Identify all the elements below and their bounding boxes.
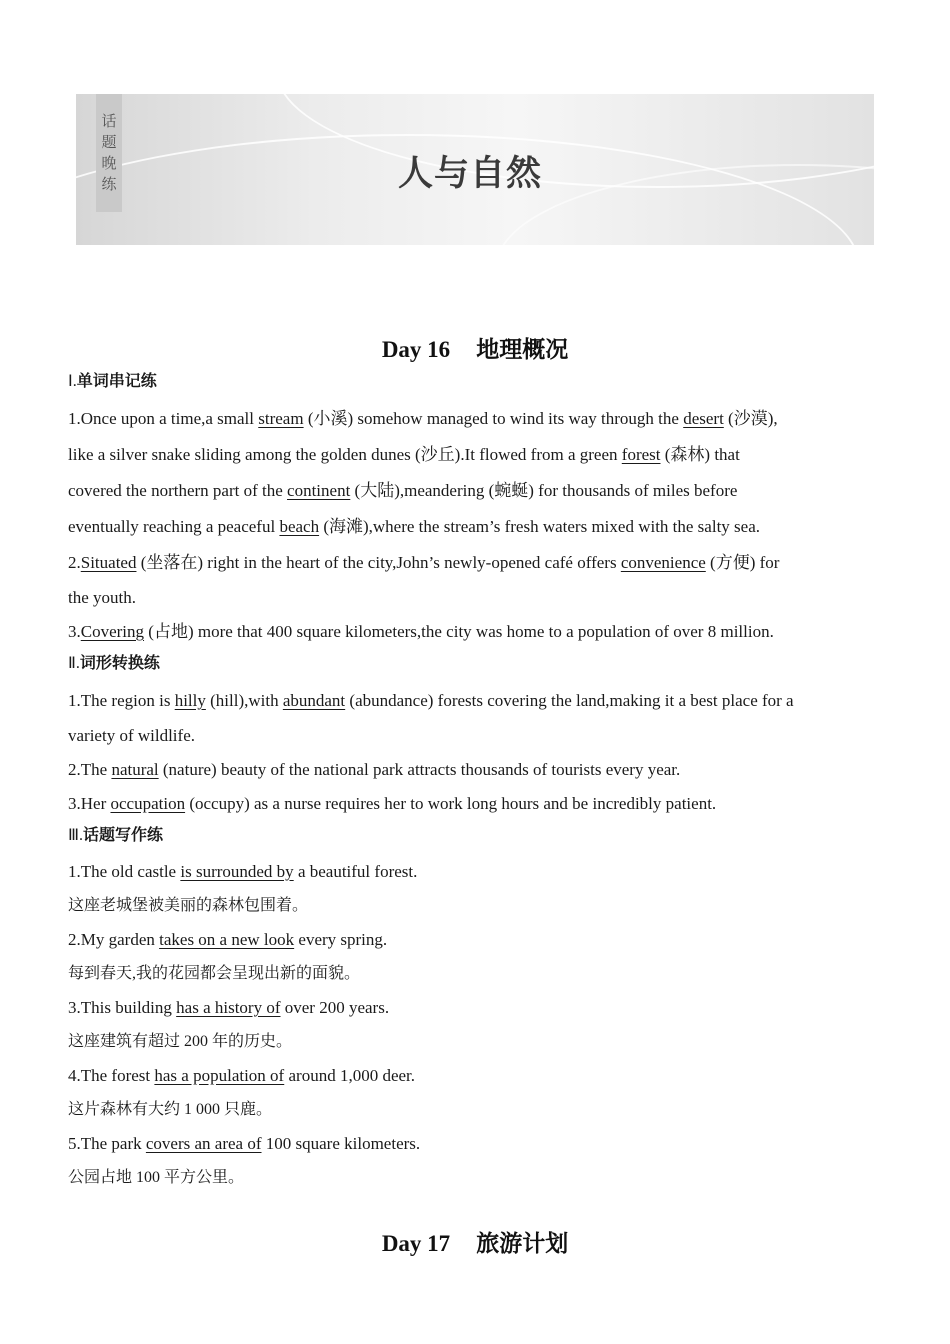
answer-word: Covering xyxy=(80,622,145,641)
section-heading xyxy=(68,821,888,855)
section-number: Ⅲ. xyxy=(68,827,84,844)
answer-word: stream xyxy=(258,409,304,428)
answer-phrase: has a population of xyxy=(154,1066,285,1085)
day-number: Day 16 xyxy=(381,337,451,362)
section-label: 话题写作练 xyxy=(83,825,164,844)
exercise-line: 4.The forest has a population of around 1,000 deer. xyxy=(68,1066,416,1085)
translation-line: 公园占地 100 平方公里。 xyxy=(68,1169,245,1186)
translation-line: 这座建筑有超过 200 年的历史。 xyxy=(68,1033,293,1050)
day-topic: 地理概况 xyxy=(476,337,569,362)
exercise-line: 1.The old castle is surrounded by a beautiful forest. xyxy=(68,862,418,881)
answer-word: hilly xyxy=(174,691,206,710)
topic-banner xyxy=(76,94,874,245)
translation-line: 这片森林有大约 1 000 只鹿。 xyxy=(68,1101,273,1118)
banner-tag-char: 练 xyxy=(101,175,117,193)
day-topic: 旅游计划 xyxy=(476,1231,569,1256)
section-heading xyxy=(68,367,888,401)
banner-title: 人与自然 xyxy=(398,154,543,194)
day-17-heading xyxy=(0,1225,950,1258)
section-label: 单词串记练 xyxy=(76,371,157,390)
exercise-line: covered the northern part of the continent (大陆),meandering (蜿蜒) for thousands of miles before xyxy=(68,481,738,500)
answer-word: Situated xyxy=(80,553,137,572)
answer-phrase: covers an area of xyxy=(145,1134,262,1153)
exercise-line: 3.This building has a history of over 200 years. xyxy=(68,998,390,1017)
section-label: 词形转换练 xyxy=(79,653,160,672)
exercise-line: 1.Once upon a time,a small stream (小溪) somehow managed to wind its way through the desert (沙漠), xyxy=(68,409,778,428)
answer-phrase: has a history of xyxy=(176,998,281,1017)
exercise-line: 2.The natural (nature) beauty of the national park attracts thousands of tourists every year. xyxy=(68,760,681,779)
exercise-line: variety of wildlife. xyxy=(68,726,195,745)
banner-tag xyxy=(96,94,122,212)
exercise-line: 2.Situated (坐落在) right in the heart of the city,John’s newly-opened café offers convenience (方便) for xyxy=(68,553,780,572)
answer-word: continent xyxy=(287,481,351,500)
exercise-line: 5.The park covers an area of 100 square kilometers. xyxy=(68,1134,421,1153)
translation-line: 这座老城堡被美丽的森林包围着。 xyxy=(68,897,309,914)
exercise-line: 3.Covering (占地) more that 400 square kilometers,the city was home to a population of over 8 million. xyxy=(68,622,774,641)
answer-word: beach xyxy=(279,517,320,536)
section-heading xyxy=(68,649,888,683)
answer-phrase: takes on a new look xyxy=(159,930,295,949)
answer-word: occupation xyxy=(110,794,186,813)
exercise-line: eventually reaching a peaceful beach (海滩),where the stream’s fresh waters mixed with the salty sea. xyxy=(68,517,760,536)
banner-tag-char: 话 xyxy=(101,112,117,130)
answer-word: desert xyxy=(683,409,724,428)
exercise-line: the youth. xyxy=(68,588,136,607)
exercise-line: 1.The region is hilly (hill),with abundant (abundance) forests covering the land,making it a best place for a xyxy=(68,691,794,710)
section-number: Ⅱ. xyxy=(68,655,80,672)
answer-word: forest xyxy=(621,445,661,464)
exercise-line: like a silver snake sliding among the golden dunes (沙丘).It flowed from a green forest (森林) that xyxy=(68,445,740,464)
exercise-line: 3.Her occupation (occupy) as a nurse requires her to work long hours and be incredibly patient. xyxy=(68,794,717,813)
translation-line: 每到春天,我的花园都会呈现出新的面貌。 xyxy=(68,965,361,982)
day-16-heading xyxy=(0,331,950,364)
answer-word: natural xyxy=(111,760,159,779)
exercise-content xyxy=(68,367,888,1195)
section-number: Ⅰ. xyxy=(68,373,77,390)
banner-tag-char: 晚 xyxy=(101,154,117,172)
day-number: Day 17 xyxy=(381,1231,451,1256)
exercise-line: 2.My garden takes on a new look every spring. xyxy=(68,930,388,949)
answer-word: abundant xyxy=(282,691,346,710)
banner-tag-char: 题 xyxy=(101,133,117,151)
answer-word: convenience xyxy=(620,553,706,572)
answer-phrase: is surrounded by xyxy=(180,862,294,881)
